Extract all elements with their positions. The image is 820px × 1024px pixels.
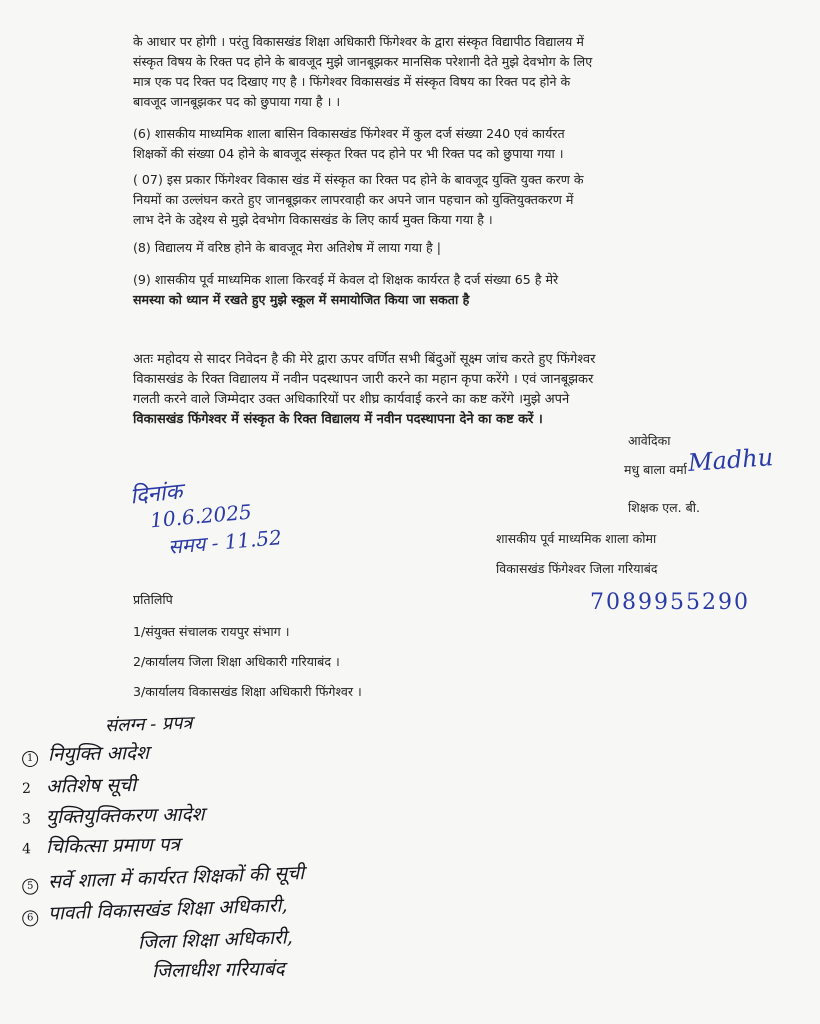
- enclosure-text: चिकित्सा प्रमाण पत्र: [45, 833, 181, 858]
- paragraph-point-9: [133, 270, 733, 310]
- text-line: संस्कृत विषय के रिक्त पद होने के बावजूद मुझे जानबूझकर मानसिक परेशानी देते मुझे देवभोग के लिए: [133, 54, 593, 69]
- enclosure-number: 1: [22, 751, 38, 767]
- enclosure-item: [22, 739, 149, 767]
- enclosure-number: 6: [22, 910, 39, 927]
- enclosure-number: 3: [21, 811, 32, 828]
- date-label: दिनांक: [128, 479, 184, 510]
- phone-number: 7089955290: [590, 590, 750, 615]
- paragraph-intro: [133, 32, 733, 112]
- enclosure-number: 5: [22, 878, 39, 895]
- text-line: (9) शासकीय पूर्व माध्यमिक शाला किरवई में केवल दो शिक्षक कार्यरत है दर्ज संख्या 65 है मेरे: [133, 272, 559, 287]
- text-line: अतः महोदय से सादर निवेदन है की मेरे द्वारा ऊपर वर्णित सभी बिंदुओं सूक्ष्म जांच करते हुए फिंगेश्वर: [133, 352, 596, 367]
- paragraph-point-7: [133, 170, 733, 230]
- text-line: (8) विद्यालय में वरिष्ठ होने के बावजूद मेरा अतिशेष में लाया गया है |: [133, 240, 441, 255]
- applicant-block: विकासखंड फिंगेश्वर जिला गरियाबंद: [496, 561, 658, 576]
- enclosure-number: 4: [21, 841, 32, 858]
- enclosure-item: [22, 831, 180, 860]
- date-value: 10.6.2025: [149, 499, 253, 533]
- text-line: समस्या को ध्यान में रखते हुए मुझे स्कूल में समायोजित किया जा सकता है: [133, 292, 470, 307]
- text-line: विकासखंड के रिक्त विद्यालय में नवीन पदस्थापन जारी करने का महान कृपा करेंगे । एवं जानबूझकर: [133, 372, 594, 387]
- text-line: (6) शासकीय माध्यमिक शाला बासिन विकासखंड फिंगेश्वर में कुल दर्ज संख्या 240 एवं कार्यरत: [133, 126, 565, 141]
- paragraph-point-8: [133, 238, 733, 258]
- enclosure-continuation: जिला शिक्षा अधिकारी,: [137, 926, 294, 954]
- applicant-designation: शिक्षक एल. बी.: [628, 500, 700, 515]
- text-line: के आधार पर होगी । परंतु विकासखंड शिक्षा अधिकारी फिंगेश्वर के द्वारा संस्कृत विद्यापीठ विद्यालय में: [133, 34, 584, 49]
- copy-item: 1/संयुक्त संचालक रायपुर संभाग ।: [133, 624, 290, 639]
- applicant-name: मधु बाला वर्मा: [624, 462, 687, 477]
- text-line: बावजूद जानबूझकर पद को छुपाया गया है । ।: [133, 94, 341, 109]
- text-line: मात्र एक पद रिक्त पद दिखाए गए है । फिंगेश्वर विकासखंड में संस्कृत विषय का रिक्त पद होने के: [133, 74, 571, 89]
- copy-item: 2/कार्यालय जिला शिक्षा अधिकारी गरियाबंद ।: [133, 654, 340, 669]
- enclosure-continuation: जिलाधीश गरियाबंद: [151, 957, 285, 983]
- text-line: नियमों का उल्लंघन करते हुए जानबूझकर लापरवाही कर अपने जान पहचान को युक्तियुक्तकरण में: [133, 192, 574, 207]
- enclosure-text: पावती विकासखंड शिक्षा अधिकारी,: [47, 894, 288, 925]
- enclosure-item: [22, 859, 305, 895]
- enclosure-text: युक्तियुक्तिकरण आदेश: [45, 803, 205, 829]
- enclosure-item: [22, 891, 288, 926]
- text-line: विकासखंड फिंगेश्वर में संस्कृत के रिक्त विद्यालय में नवीन पदस्थापना देने का कष्ट करें ।: [133, 412, 543, 427]
- enclosure-text: नियुक्ति आदेश: [47, 741, 150, 766]
- copy-item: 3/कार्यालय विकासखंड शिक्षा अधिकारी फिंगेश्वर ।: [133, 684, 362, 699]
- enclosure-item: [22, 771, 136, 799]
- signature-mark: Madhu: [687, 443, 775, 477]
- enclosure-text: सर्वे शाला में कार्यरत शिक्षकों की सूची: [47, 862, 305, 894]
- enclosure-item: [22, 800, 205, 829]
- copies-heading: प्रतिलिपि: [133, 592, 173, 607]
- applicant-school: शासकीय पूर्व माध्यमिक शाला कोमा: [496, 531, 657, 546]
- paragraph-request: [133, 350, 733, 430]
- text-line: गलती करने वाले जिम्मेदार उक्त अधिकारियों पर शीघ्र कार्यवाई करने का कष्ट करेंगे ।मुझे अपने: [133, 392, 570, 407]
- paragraph-point-6: [133, 124, 733, 164]
- time-value: समय - 11.52: [167, 525, 283, 559]
- enclosure-text: अतिशेष सूची: [45, 774, 137, 798]
- text-line: ( 07) इस प्रकार फिंगेश्वर विकास खंड में संस्कृत का रिक्त पद होने के बावजूद युक्ति युक्त करण के: [133, 172, 584, 187]
- text-line: शिक्षकों की संख्या 04 होने के बावजूद संस्कृत रिक्त पद होने पर भी रिक्त पद को छुपाया गया ।: [133, 146, 564, 161]
- text-line: लाभ देने के उद्देश्य से मुझे देवभोग विकासखंड के लिए कार्य मुक्त किया गया है ।: [133, 212, 493, 227]
- applicant-label: आवेदिका: [628, 433, 671, 448]
- enclosures-heading: संलग्न - प्रपत्र: [104, 712, 193, 737]
- enclosure-number: 2: [21, 780, 32, 797]
